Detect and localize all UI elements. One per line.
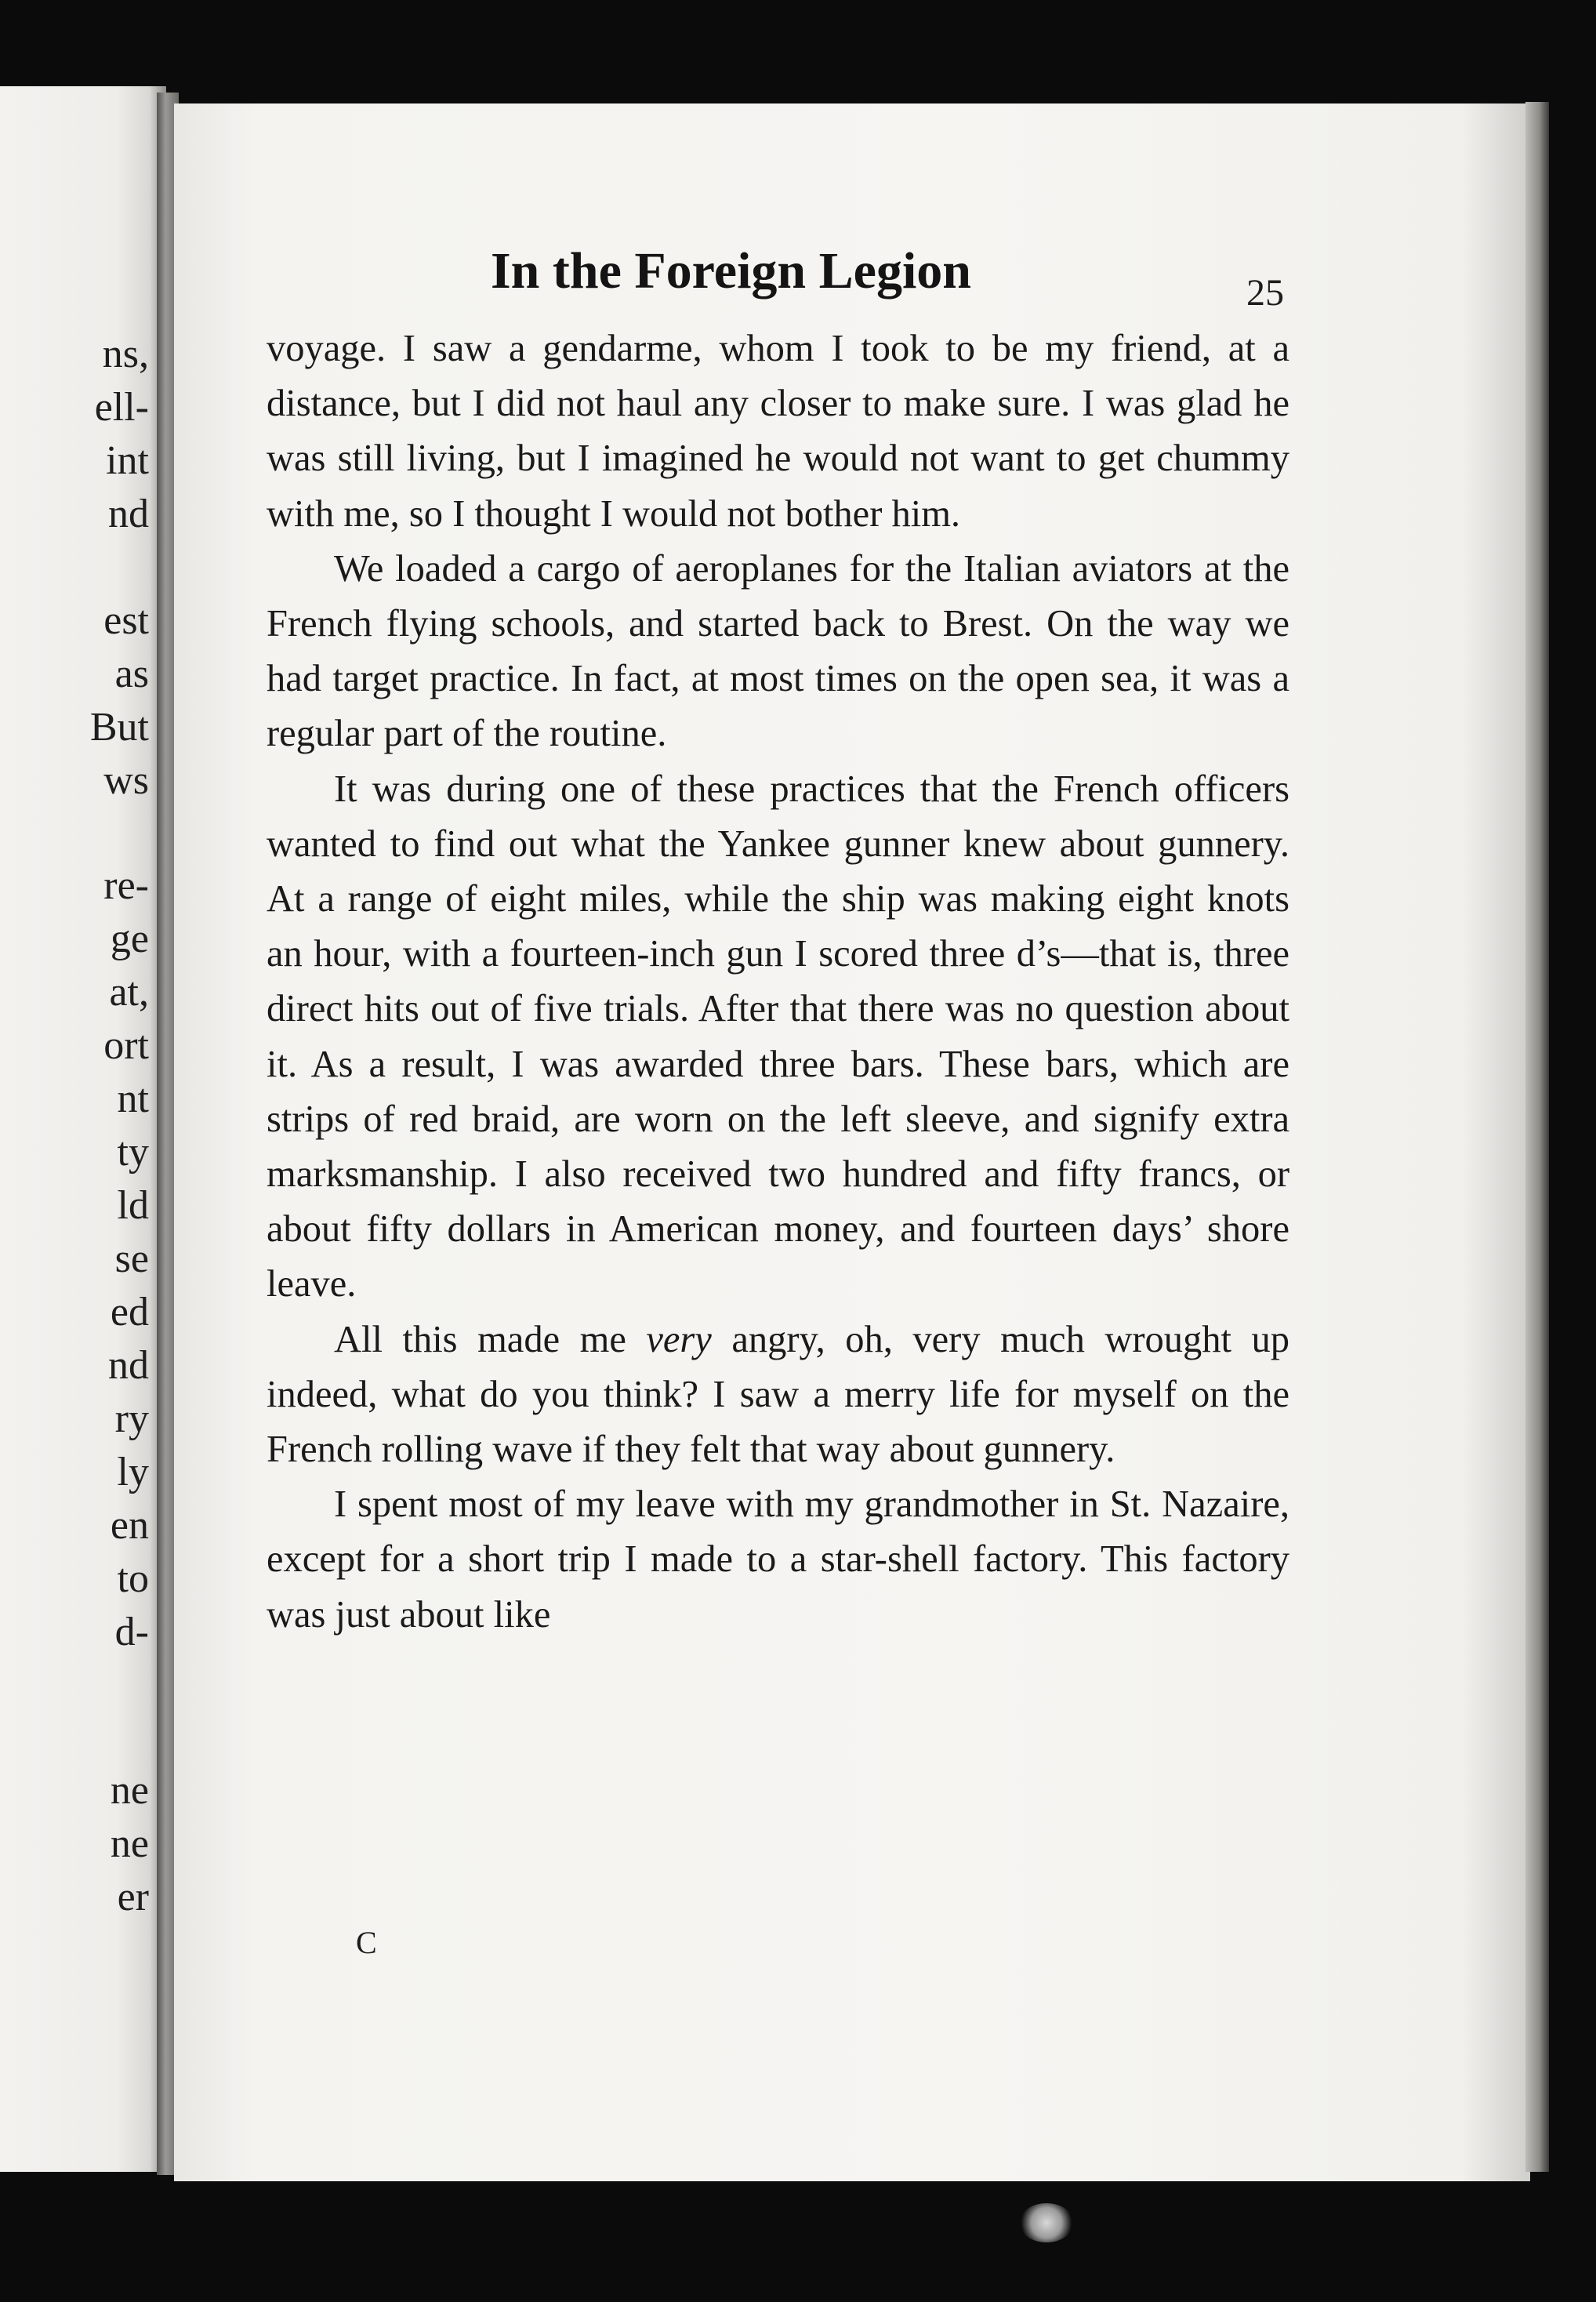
paragraph-text: All this made me [334, 1318, 647, 1360]
signature-mark: C [356, 1925, 377, 1960]
left-line-fragment: ne [110, 1821, 149, 1866]
body-text [267, 321, 1289, 1643]
left-line-fragment: ed [110, 1290, 149, 1334]
paragraph [267, 1313, 1289, 1478]
left-line-fragment: ns, [102, 332, 149, 376]
emphasis-text: very [646, 1318, 712, 1360]
page-number: 25 [1246, 272, 1284, 314]
left-line-fragment: ty [117, 1130, 149, 1175]
left-line-fragment: en [110, 1503, 149, 1548]
left-line-fragment: int [106, 438, 149, 483]
left-line-fragment: ort [103, 1023, 149, 1068]
paragraph: It was during one of these practices that the French officers wanted to find out what the Yankee gunner knew about gunnery. At a range of eight miles, while the ship was making eight knots an hour, with a fourteen-inch gun I scored three d’s—that is, three direct hits out of five trials. After that there was no question about it. As a result, I was awarded three bars. These bars, which are strips of red braid, are worn on the left sleeve, and signify extra marksmanship. I also received two hundred and fifty francs, or about fifty dollars in American money, and fourteen days’ shore leave. [267, 768, 1289, 1305]
paragraph: We loaded a cargo of aeroplanes for the Italian aviators at the French flying schools, and started back to Brest. On the way we had target practice. In fact, at most times on the open sea, it was a regular part of the routine. [267, 547, 1289, 755]
left-line-fragment: nt [117, 1077, 149, 1121]
left-line-fragment: nd [108, 492, 149, 536]
left-line-fragment: at, [109, 970, 149, 1015]
paragraph: I spent most of my leave with my grandmother in St. Nazaire, except for a short trip I made to a star-shell factory. This factory was just about like [267, 1483, 1289, 1636]
dust-speck [1019, 2203, 1074, 2242]
running-title: In the Foreign Legion [491, 242, 971, 300]
left-line-fragment: nd [108, 1343, 149, 1388]
left-line-fragment: as [114, 652, 149, 696]
paragraph-text: angry, oh, very much wrought up indeed, what do you think? I saw a merry life for myself on the French rolling wave if they felt that way about gunnery. [267, 1318, 1289, 1471]
left-line-fragment: But [89, 705, 149, 750]
left-line-fragment: ge [110, 917, 149, 961]
paragraph: voyage. I saw a gendarme, whom I took to be my friend, at a distance, but I did not haul any closer to make sure. I was glad he was still living, but I imagined he would not want to get chummy with me, so I thought I would not bother him. [267, 328, 1289, 535]
left-line-fragment: ly [117, 1450, 149, 1494]
left-line-fragment: est [103, 598, 149, 643]
left-line-fragment: ld [117, 1183, 149, 1228]
left-line-fragment: ne [110, 1768, 149, 1813]
left-page [0, 86, 166, 2172]
left-line-fragment: se [114, 1236, 149, 1281]
left-line-fragment: d- [114, 1610, 149, 1654]
left-line-fragment: ry [114, 1396, 149, 1441]
left-line-fragment: ell- [94, 385, 149, 430]
left-line-fragment: er [117, 1875, 149, 1919]
page-edge [1525, 102, 1549, 2172]
left-line-fragment: re- [103, 863, 149, 908]
left-line-fragment: ws [103, 758, 149, 803]
left-line-fragment: to [117, 1556, 149, 1601]
